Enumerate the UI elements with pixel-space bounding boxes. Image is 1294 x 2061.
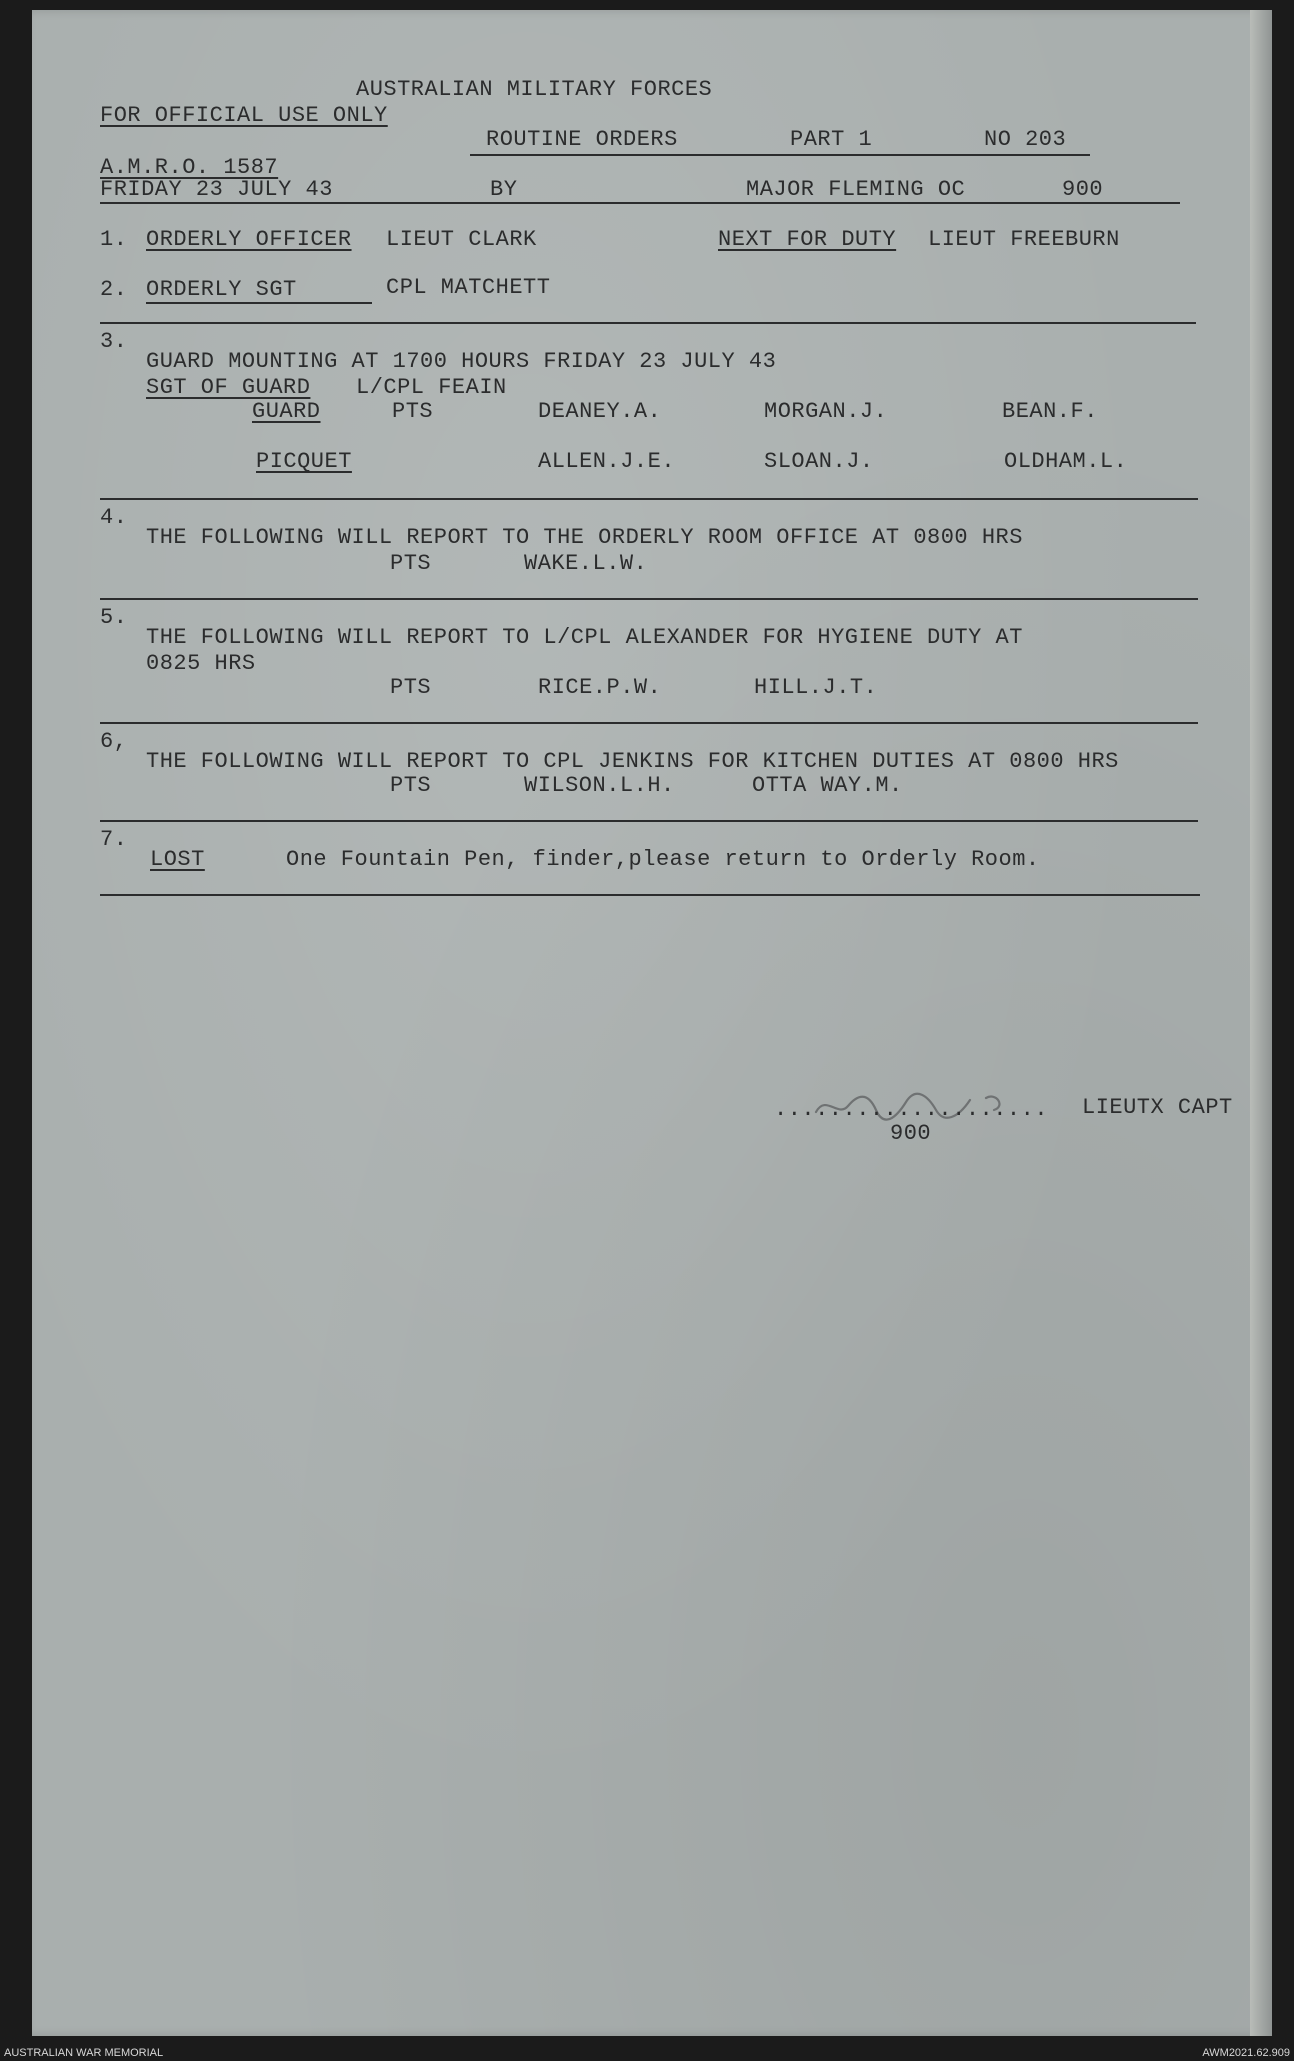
lost-label: LOST bbox=[150, 847, 205, 872]
item-3-number: 3. bbox=[100, 329, 128, 354]
item-4-text: THE FOLLOWING WILL REPORT TO THE ORDERLY ROOM OFFICE AT 0800 HRS bbox=[146, 525, 1023, 550]
picquet-name-3: OLDHAM.L. bbox=[1004, 449, 1128, 474]
signature-rank: LIEUTX CAPT bbox=[1082, 1095, 1233, 1120]
guard-name-2: MORGAN.J. bbox=[764, 399, 888, 424]
section-rule-7 bbox=[100, 894, 1200, 896]
item-6-number: 6, bbox=[100, 729, 128, 754]
item-4-rank: PTS bbox=[390, 551, 432, 576]
document-paper bbox=[32, 10, 1272, 2036]
signature-unit: 900 bbox=[890, 1121, 932, 1146]
orderly-sgt-value: CPL MATCHETT bbox=[386, 275, 551, 300]
item-2-number: 2. bbox=[100, 277, 128, 302]
amro-number: A.M.R.O. 1587 bbox=[100, 155, 279, 180]
item-6-rank: PTS bbox=[390, 773, 432, 798]
guard-label: GUARD bbox=[252, 399, 321, 424]
footer-left: AUSTRALIAN WAR MEMORIAL bbox=[4, 2047, 164, 2059]
lost-text: One Fountain Pen, finder,please return to Orderly Room. bbox=[286, 847, 1040, 872]
paper-edge bbox=[1250, 10, 1272, 2036]
unit-number: 900 bbox=[1062, 177, 1104, 202]
guard-name-3: BEAN.F. bbox=[1002, 399, 1098, 424]
item-5-number: 5. bbox=[100, 605, 128, 630]
item-6-text: THE FOLLOWING WILL REPORT TO CPL JENKINS FOR KITCHEN DUTIES AT 0800 HRS bbox=[146, 749, 1119, 774]
section-rule-2 bbox=[100, 322, 1196, 324]
picquet-name-1: ALLEN.J.E. bbox=[538, 449, 676, 474]
part-label: PART 1 bbox=[790, 127, 873, 152]
by-label: BY bbox=[490, 177, 518, 202]
picquet-label: PICQUET bbox=[256, 449, 352, 474]
header-rule-2 bbox=[100, 202, 1180, 204]
next-for-duty-label: NEXT FOR DUTY bbox=[718, 227, 897, 252]
section-rule-5 bbox=[100, 722, 1198, 724]
item-1-number: 1. bbox=[100, 227, 128, 252]
item-5-name-2: HILL.J.T. bbox=[754, 675, 878, 700]
sgt-of-guard-label: SGT OF GUARD bbox=[146, 375, 311, 400]
section-rule-4 bbox=[100, 598, 1198, 600]
guard-name-1: DEANEY.A. bbox=[538, 399, 662, 424]
item-4-name-1: WAKE.L.W. bbox=[524, 551, 648, 576]
footer-right: AWM2021.62.909 bbox=[1202, 2047, 1290, 2059]
header-rule-1 bbox=[470, 154, 1090, 156]
sgt-of-guard-value: L/CPL FEAIN bbox=[356, 375, 507, 400]
routine-orders-label: ROUTINE ORDERS bbox=[486, 127, 678, 152]
item-6-name-1: WILSON.L.H. bbox=[524, 773, 675, 798]
orderly-sgt-label: ORDERLY SGT bbox=[146, 277, 297, 302]
orderly-officer-label: ORDERLY OFFICER bbox=[146, 227, 352, 252]
order-date: FRIDAY 23 JULY 43 bbox=[100, 177, 333, 202]
section-rule-3 bbox=[100, 498, 1198, 500]
item-6-name-2: OTTA WAY.M. bbox=[752, 773, 903, 798]
signature-dots: .................... bbox=[774, 1097, 1049, 1122]
picquet-name-2: SLOAN.J. bbox=[764, 449, 874, 474]
orderly-officer-value: LIEUT CLARK bbox=[386, 227, 537, 252]
section-rule-6 bbox=[100, 820, 1198, 822]
item-5-name-1: RICE.P.W. bbox=[538, 675, 662, 700]
item-4-number: 4. bbox=[100, 505, 128, 530]
guard-rank: PTS bbox=[392, 399, 434, 424]
orderly-sgt-underline bbox=[146, 302, 372, 304]
classification: FOR OFFICIAL USE ONLY bbox=[100, 103, 388, 128]
order-number: NO 203 bbox=[984, 127, 1067, 152]
issuer: MAJOR FLEMING OC bbox=[746, 177, 966, 202]
item-5-text-2: 0825 HRS bbox=[146, 651, 256, 676]
document-title: AUSTRALIAN MILITARY FORCES bbox=[356, 77, 713, 102]
next-for-duty-value: LIEUT FREEBURN bbox=[928, 227, 1120, 252]
item-5-rank: PTS bbox=[390, 675, 432, 700]
guard-mounting-text: GUARD MOUNTING AT 1700 HOURS FRIDAY 23 JULY 43 bbox=[146, 349, 777, 374]
item-7-number: 7. bbox=[100, 827, 128, 852]
item-5-text: THE FOLLOWING WILL REPORT TO L/CPL ALEXANDER FOR HYGIENE DUTY AT bbox=[146, 625, 1023, 650]
